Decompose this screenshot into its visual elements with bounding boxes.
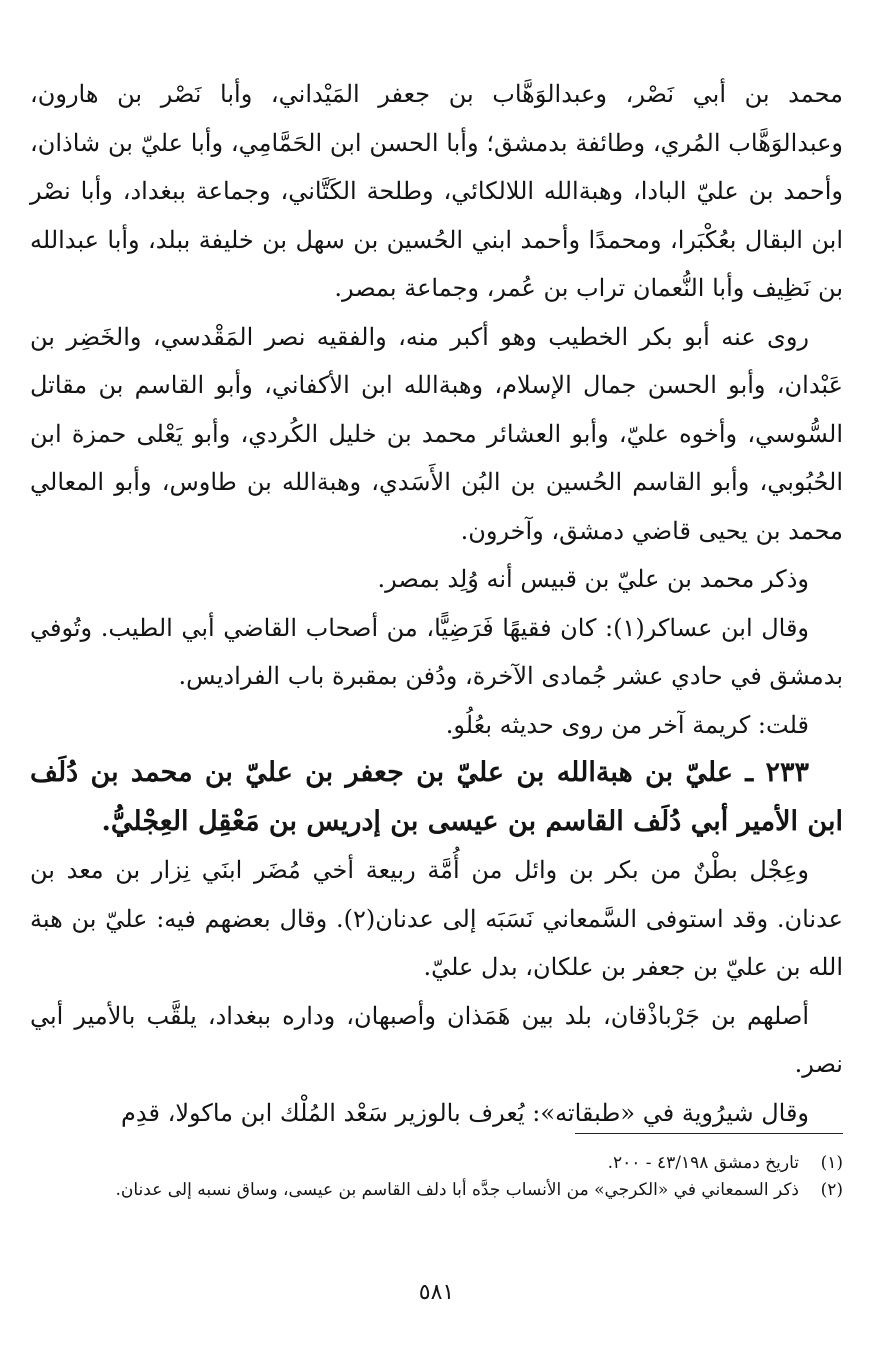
footnote-divider — [575, 1133, 843, 1134]
paragraph-5: قلت: كريمة آخر من روى حديثه بعُلُو. — [445, 710, 809, 739]
footnote-2 — [30, 1177, 843, 1204]
paragraph-7: أصلهم بن جَرْباذْقان، بلد بين هَمَذان وأصبهان، وداره ببغداد، يلقَّب بالأمير أبي نصر. — [30, 1001, 843, 1078]
paragraph-2: روى عنه أبو بكر الخطيب وهو أكبر منه، والفقيه نصر المَقْدسي، والخَضِر بن عَبْدان، وأبو الحسن جمال الإسلام، وهبةالله ابن الأكفاني، وأبو القاسم بن مقاتل السُّوسي، وأخوه عليّ، وأبو العشائر محمد بن خليل الكُردي، وأبو يَعْلى حمزة ابن الحُبُوبي، وأبو القاسم الحُسين بن البُن الأَسَدي، وهبةالله بن طاوس، وأبو المعالي محمد بن يحيى قاضي دمشق، وآخرون. — [30, 322, 843, 545]
footnote-1 — [30, 1150, 843, 1177]
footnotes — [30, 1150, 843, 1204]
entry-heading: ٢٣٣ ـ عليّ بن هبةالله بن عليّ بن جعفر بن عليّ بن محمد بن دُلَف ابن الأمير أبي دُلَف القاسم بن عيسى بن إدريس بن مَعْقِل العِجْليُّ. — [30, 757, 843, 837]
paragraph-4: وقال ابن عساكر(١): كان فقيهًا فَرَضِيًّا، من أصحاب القاضي أبي الطيب. وتُوفي بدمشق في حادي عشر جُمادى الآخرة، ودُفن بمقبرة باب الفراديس. — [30, 613, 843, 690]
footnote-text: ذكر السمعاني في «الكرجي» من الأنساب جدَّه أبا دلف القاسم بن عيسى، وساق نسبه إلى عدنان. — [115, 1180, 799, 1200]
footnote-marker: (١) — [820, 1153, 843, 1173]
paragraph-3: وذكر محمد بن عليّ بن قبيس أنه وُلِد بمصر. — [377, 565, 809, 593]
paragraph-1: محمد بن أبي نَصْر، وعبدالوَهَّاب بن جعفر المَيْداني، وأبا نَصْر بن هارون، وعبدالوَهَّاب المُري، وطائفة بدمشق؛ وأبا الحسن ابن الحَمَّامِي، وأبا عليّ بن شاذان، وأحمد بن عليّ البادا، وهبةالله اللالكائي، وطلحة الكَتَّاني، وجماعة ببغداد، وأبا نصْر ابن البقال بعُكْبَرا، ومحمدًا وأحمد ابني الحُسين بن سهل بن خليفة ببلد، وأبا عبدالله بن نَظِيف وأبا النُّعمان تراب بن عُمر، وجماعة بمصر. — [30, 80, 843, 302]
page-number: ٥٨١ — [418, 1280, 455, 1305]
footnote-text: تاريخ دمشق ٤٣/١٩٨ - ٢٠٠. — [607, 1153, 799, 1173]
main-text — [30, 70, 843, 1137]
paragraph-8: وقال شيرُوية في «طبقاته»: يُعرف بالوزير سَعْد المُلْك ابن ماكولا، قدِم — [121, 1098, 809, 1127]
footnote-marker: (٢) — [820, 1180, 843, 1200]
paragraph-6: وعِجْل بطْنٌ من بكر بن وائل من أُمَّة ربيعة أخي مُضَر ابنَي نِزار بن معد بن عدنان. وقد استوفى السَّمعاني نَسَبَه إلى عدنان(٢). وقال بعضهم فيه: عليّ بن هبة الله بن عليّ بن جعفر بن علكان، بدل عليّ. — [30, 856, 843, 981]
